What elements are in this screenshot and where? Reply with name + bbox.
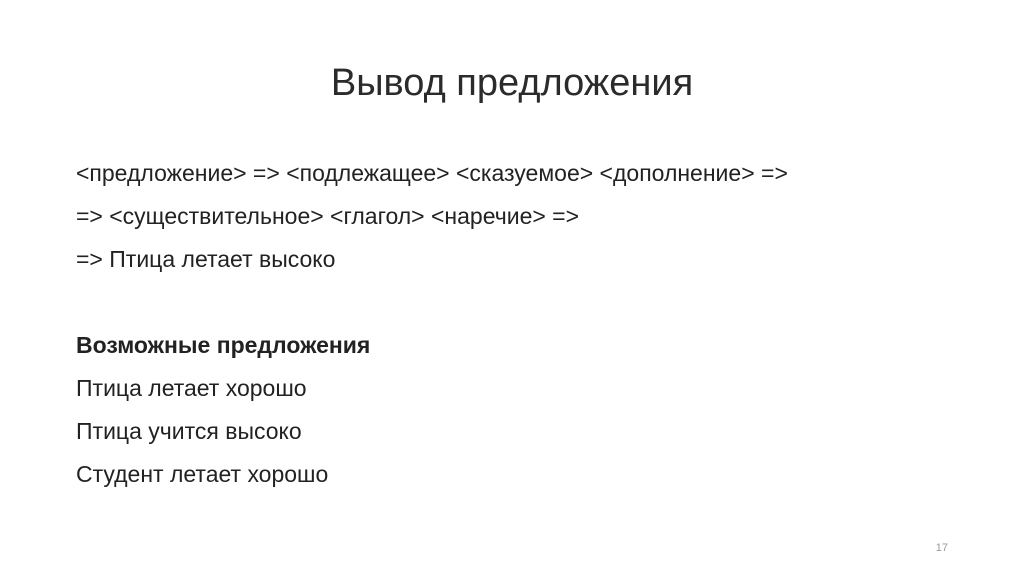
possible-sentences-heading: Возможные предложения bbox=[76, 332, 371, 358]
possible-sentence: Студент летает хорошо bbox=[76, 461, 329, 487]
spacer bbox=[76, 281, 976, 324]
derivation-line: => <существительное> <глагол> <наречие> => bbox=[76, 203, 580, 229]
slide-title: Вывод предложения bbox=[330, 62, 694, 104]
derivation-line: <предложение> => <подлежащее> <сказуемое> <дополнение> => bbox=[76, 160, 788, 186]
derivation-line: => Птица летает высоко bbox=[76, 246, 336, 272]
slide-body bbox=[76, 152, 976, 496]
page-number: 17 bbox=[935, 542, 948, 554]
possible-sentence: Птица летает хорошо bbox=[76, 375, 307, 401]
possible-sentence: Птица учится высоко bbox=[76, 418, 302, 444]
